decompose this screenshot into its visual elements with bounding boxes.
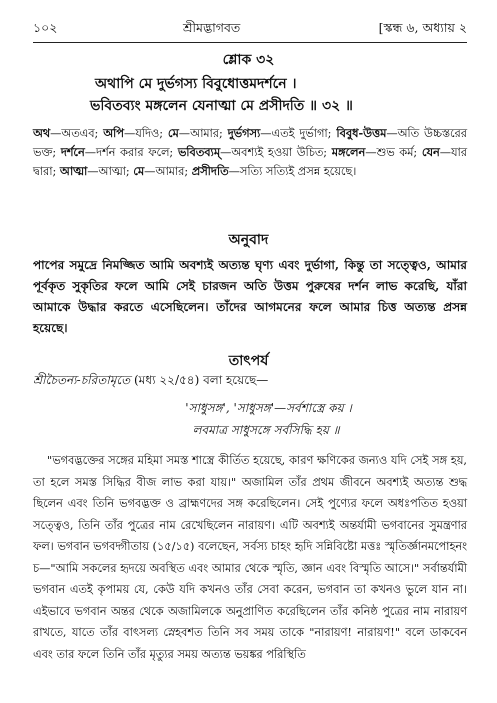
canto-chapter-label: [স্কন্ধ ৬, অধ্যায় ২	[378, 20, 467, 35]
book-title: শ্রীমদ্ভাগবত	[183, 20, 241, 35]
synonym-meaning: —শুভ কর্ম;	[365, 146, 422, 159]
synonym-meaning: —যার দ্বারা;	[33, 146, 467, 178]
translation-text: পাপের সমুদ্রে নিমজ্জিত আমি অবশ্যই অত্যন্ত ঘৃণ্য এবং দুর্ভাগা, কিন্তু তা সত্ত্বেও, আমার পূর্বকৃত সুকৃতির ফলে আমি সেই চারজন অতি উত্তম পুরুষের দর্শন লাভ করেছি, যাঁরা আমাকে উদ্ধার করতে এসেছিলেন। তাঁদের আগমনের ফলে আমার চিত্ত অত্যন্ত প্রসন্ন হয়েছে।	[33, 258, 467, 335]
verse-line-1: অথাপি মে দুর্ভগস্য বিবুধোত্তমদর্শনে ।	[95, 76, 297, 92]
citation-reference: (মধ্য ২২/৫৪) বলা হয়েছে—	[130, 373, 269, 387]
citation-source: শ্রীচৈতন্য-চরিতামৃতে	[33, 373, 131, 387]
synonym-word: দুর্ভগস্য	[227, 126, 261, 140]
verse-number: শ্লোক ৩২	[222, 52, 275, 68]
quoted-verse-line-2: লবমাত্র সাধুসঙ্গে সর্বসিদ্ধি হয় ॥	[192, 423, 340, 437]
synonym-word: অপি	[103, 126, 124, 140]
synonym-meaning: —আমার;	[144, 165, 192, 178]
synonym-word: প্রসীদতি	[191, 164, 229, 178]
synonym-word: মঙ্গলেন	[331, 145, 366, 159]
verse-line-2: ভবিতব্যং মঙ্গলেন যেনাত্মা মে প্রসীদতি ॥ ৩২ ॥	[90, 98, 353, 114]
page-number: ১০২	[33, 20, 58, 35]
synonym-meaning: —সত্যি সত্যিই প্রসন্ন হয়েছে।	[228, 165, 357, 178]
synonym-word: দর্শনে	[60, 145, 85, 159]
quoted-verse-line-1: 'সাধুসঙ্গ', 'সাধুসঙ্গ'—সর্বশাস্ত্রে কয় ।	[185, 401, 352, 415]
synonym-meaning: —আত্মা;	[87, 165, 134, 178]
running-header	[33, 14, 467, 40]
purport-body: "ভগবদ্ভক্তের সঙ্গের মহিমা সমস্ত শাস্ত্রে কীর্তিত হয়েছে, কারণ ক্ষণিকের জন্যও যদি সেই সঙ্গ হয়, তা হলে সমস্ত সিদ্ধির বীজ লাভ করা যায়।" অজামিল তাঁর প্রথম জীবনে অবশ্যই অত্যন্ত শুদ্ধ ছিলেন এবং তিনি ভগবদ্ভক্ত ও ব্রাহ্মণদের সঙ্গ করেছিলেন। সেই পুণ্যের ফলে অধঃপতিত হওয়া সত্ত্বেও, তিনি তাঁর পুত্রের নাম রেখেছিলেন নারায়ণ। এটি অবশ্যই অন্তর্যামী ভগবানের সুমন্ত্রণার ফল। ভগবান ভগবদ্গীতায় (১৫/১৫) বলেছেন, সর্বস্য চাহং হৃদি সন্নিবিষ্টো মত্তঃ স্মৃতির্জ্ঞানমপোহনং চ—"আমি সকলের হৃদয়ে অবস্থিত এবং আমার থেকে স্মৃতি, জ্ঞান এবং বিস্মৃতি আসে।" সর্বান্তর্যামী ভগবান এতই কৃপাময় যে, কেউ যদি কখনও তাঁর সেবা করেন, ভগবান তা কখনও ভুলে যান না। এইভাবে ভগবান অন্তর থেকে অজামিলকে অনুপ্রাণিত করেছিলেন তাঁর কনিষ্ঠ পুত্রের নাম নারায়ণ রাখতে, যাতে তাঁর বাৎসল্য স্নেহবশত তিনি সব সময় তাকে "নারায়ণ! নারায়ণ!" বলে ডাকবেন এবং তার ফলে তিনি তাঁর মৃত্যুর সময় অত্যন্ত ভয়ঙ্কর পরিস্থিতি	[33, 454, 467, 661]
synonym-meaning: —আমার;	[178, 127, 228, 140]
synonym-meaning: —অতি উচ্চস্তরের ভক্ত;	[33, 127, 467, 159]
synonym-word: অথ	[33, 126, 51, 140]
translation-heading: অনুবাদ	[228, 232, 269, 248]
synonym-meaning: —এতই দুর্ভাগা;	[260, 127, 337, 140]
synonyms-paragraph	[33, 124, 467, 181]
synonym-meaning: —যদিও;	[123, 127, 168, 140]
purport-citation	[33, 370, 467, 390]
synonym-word: মে	[133, 164, 145, 178]
purport-heading: তাৎপর্য	[228, 353, 269, 369]
synonym-meaning: —দর্শন করার ফলে;	[84, 146, 178, 159]
synonym-word: ভবিতব্যম্	[177, 145, 221, 159]
synonym-word: বিবুধ-উত্তম	[336, 126, 387, 140]
synonym-meaning: —অতএব;	[50, 127, 104, 140]
synonym-meaning: —অবশ্যই হওয়া উচিত;	[220, 146, 332, 159]
synonym-word: আত্মা	[59, 164, 88, 178]
header-rule	[33, 42, 467, 43]
synonym-word: যেন	[421, 145, 440, 159]
synonym-word: মে	[167, 126, 179, 140]
